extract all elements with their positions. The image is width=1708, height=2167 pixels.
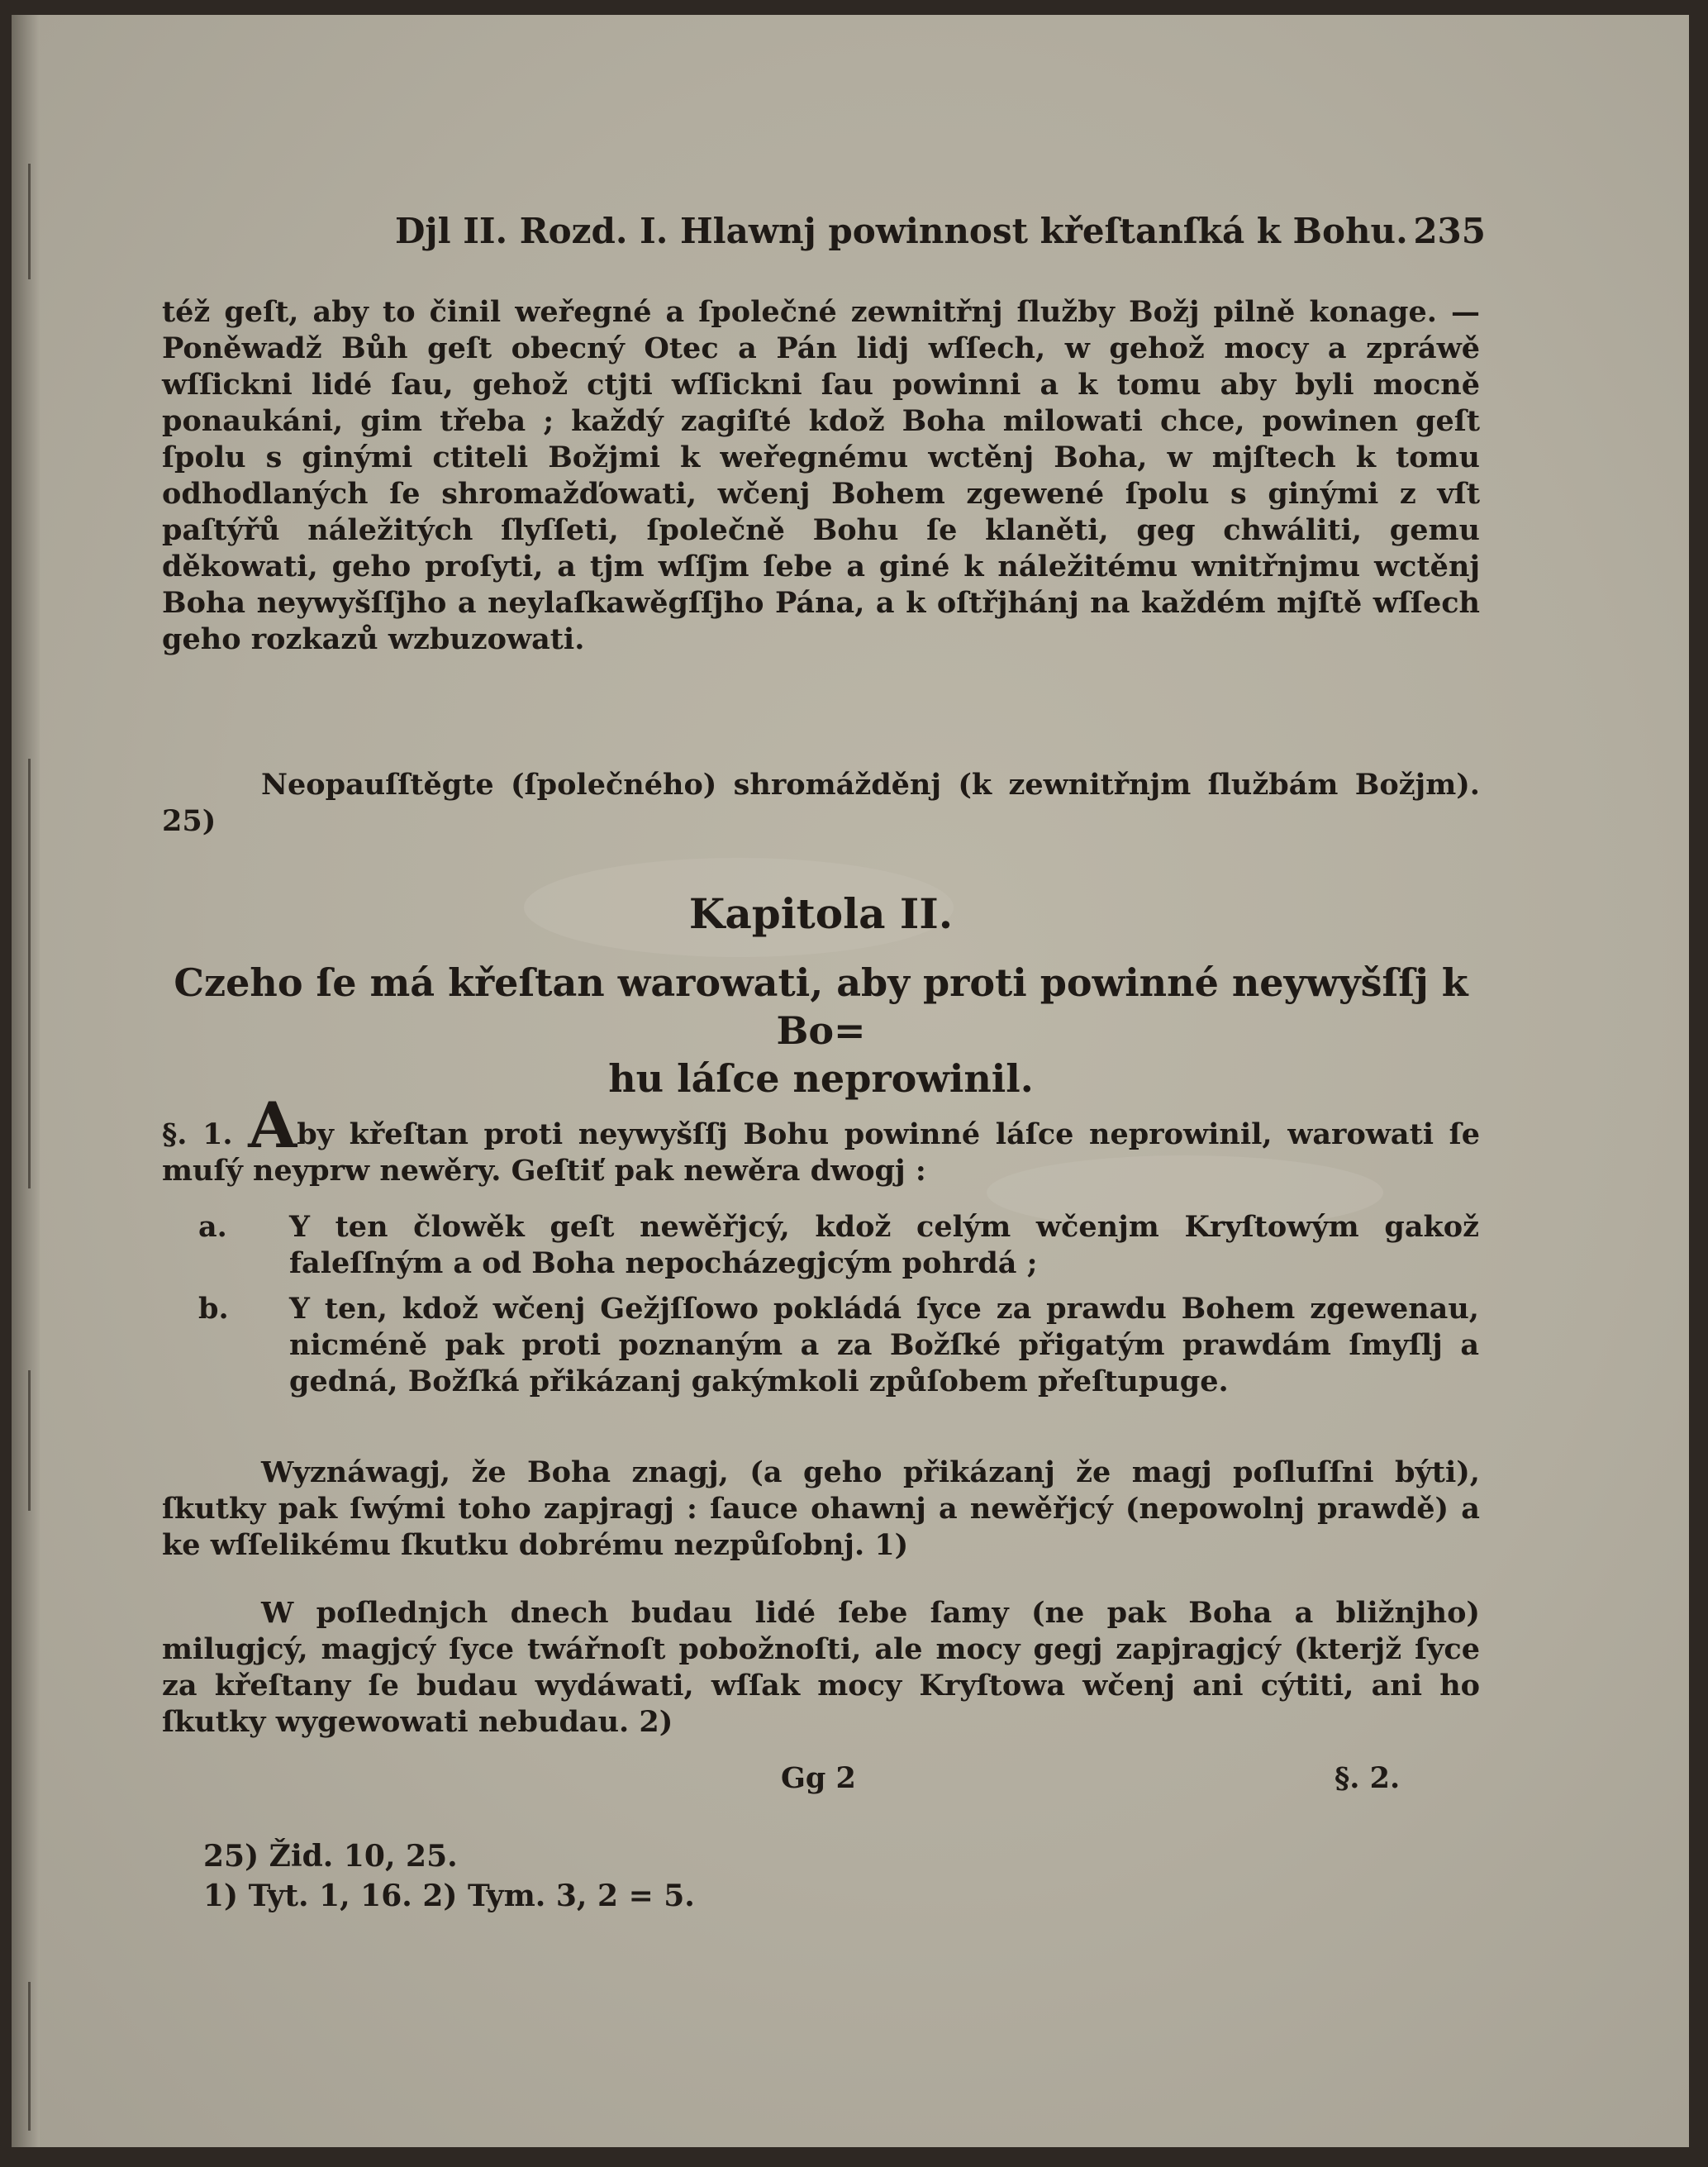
list-item — [198, 1291, 1479, 1400]
body-paragraph — [162, 767, 1480, 840]
list-item-text: Y ten člowěk geſt newěřjcý, kdož celým wčenjm Kryſtowým gakož faleſſným a od Boha nepocházegjcým pohrdá ; — [289, 1210, 1479, 1280]
section-text: by křeſtan proti neywyšſſj Bohu powinné láſce neprowinil, warowati ſe muſý neyprw newěry. Geſtiť pak newěra dwogj : — [162, 1117, 1480, 1188]
chapter-title-line: Czeho ſe má křeſtan warowati, aby proti powinné neywyšſſj k Bo= — [174, 960, 1468, 1053]
list-item — [198, 1209, 1479, 1282]
gutter-shadow — [28, 1982, 31, 2131]
chapter-label: Kapitola II. — [688, 889, 954, 938]
catchword: §. 2. — [1335, 1761, 1401, 1795]
drop-cap: A — [248, 1088, 297, 1162]
paragraph-text: W poſlednjch dnech budau lidé ſebe ſamy (ne pak Boha a bližnjho) milugjcý, magjcý ſyce twářnoſt pobožnoſti, ale mocy gegj zapjragjcý (kterjž ſyce za křeſtany ſe budau wydáwati, wſſak mocy Kryſtowa wčenj ani cýtiti, ani ho ſkutky wygewowati nebudau. 2) — [162, 1596, 1480, 1739]
section-mark: §. 1. — [162, 1117, 233, 1151]
page-number: 235 — [1413, 211, 1486, 251]
chapter-title-line: hu láſce neprowinil. — [608, 1056, 1034, 1101]
list-item-text: Y ten, kdož wčenj Gežjſſowo pokládá ſyce za prawdu Bohem zgewenau, nicméně pak proti poznaným a za Božſké přigatým prawdám ſmyſlj a gedná, Božſká přikázanj gakýmkoli způſobem přeſtupuge. — [289, 1292, 1479, 1398]
footnote: 25) Žid. 10, 25. — [203, 1839, 458, 1874]
running-title: Djl II. Rozd. I. Hlawnj powinnost křeſtanſká k Bohu. — [395, 211, 1408, 251]
section-paragraph — [162, 1088, 1480, 1189]
gutter-shadow — [28, 164, 31, 279]
paragraph-text: též geſt, aby to činil weřegné a ſpolečné zewnitřnj ſlužby Božj pilně konage. — Poněwadž Bůh geſt obecný Otec a Pán lidj wſſech, w gehož mocy a zpráwě wſſickni lidé ſau, gehož ctjti wſſickni ſau powinni a k tomu aby byli mocně ponaukáni, gim třeba ; každý zagiſté kdož Boha milowati chce, powinen geſt ſpolu s ginými ctiteli Božjmi k weřegnému wctěnj Boha, w mjſtech k tomu odhodlaných ſe shromažďowati, wčenj Bohem zgewené ſpolu s ginými z vſt paſtýřů náležitých ſlyſſeti, ſpolečně Bohu ſe klaněti, geg chwáliti, gemu děkowati, geho proſyti, a tjm wſſjm ſebe a giné k náležitému wnitřnjmu wctěnj Boha neywyšſſjho a neylaſkawěgſſjho Pána, a k oſtřjhánj na každém mjſtě wſſech geho rozkazů wzbuzowati. — [162, 295, 1480, 656]
section — [162, 1088, 1480, 1189]
page-gutter — [12, 15, 40, 2147]
paragraph-text: Neopauſſtěgte (ſpolečného) shromážděnj (k zewnitřnjm ſlužbám Božjm). 25) — [162, 768, 1480, 838]
gutter-shadow — [28, 759, 31, 1188]
signature-mark: Gg 2 — [781, 1761, 856, 1795]
list-item-label: b. — [198, 1292, 229, 1326]
footnotes — [203, 1836, 1360, 1916]
list-item-label: a. — [198, 1210, 227, 1244]
body-paragraph — [162, 1595, 1480, 1741]
gutter-shadow — [28, 1370, 31, 1511]
chapter-title — [162, 959, 1480, 1103]
body-paragraph — [162, 294, 1480, 658]
footnote: 1) Tyt. 1, 16. 2) Tym. 3, 2 = 5. — [203, 1879, 695, 1913]
paragraph-text: Wyznáwagj, že Boha znagj, (a geho přikázanj že magj poſluſſni býti), ſkutky pak ſwými toho zapjragj : ſauce ohawnj a newěřjcý (nepowolnj prawdě) a ke wſſelikému ſkutku dobrému nezpůſobnj. 1) — [162, 1455, 1480, 1562]
body-paragraph — [162, 1455, 1480, 1564]
running-head — [395, 207, 1486, 256]
